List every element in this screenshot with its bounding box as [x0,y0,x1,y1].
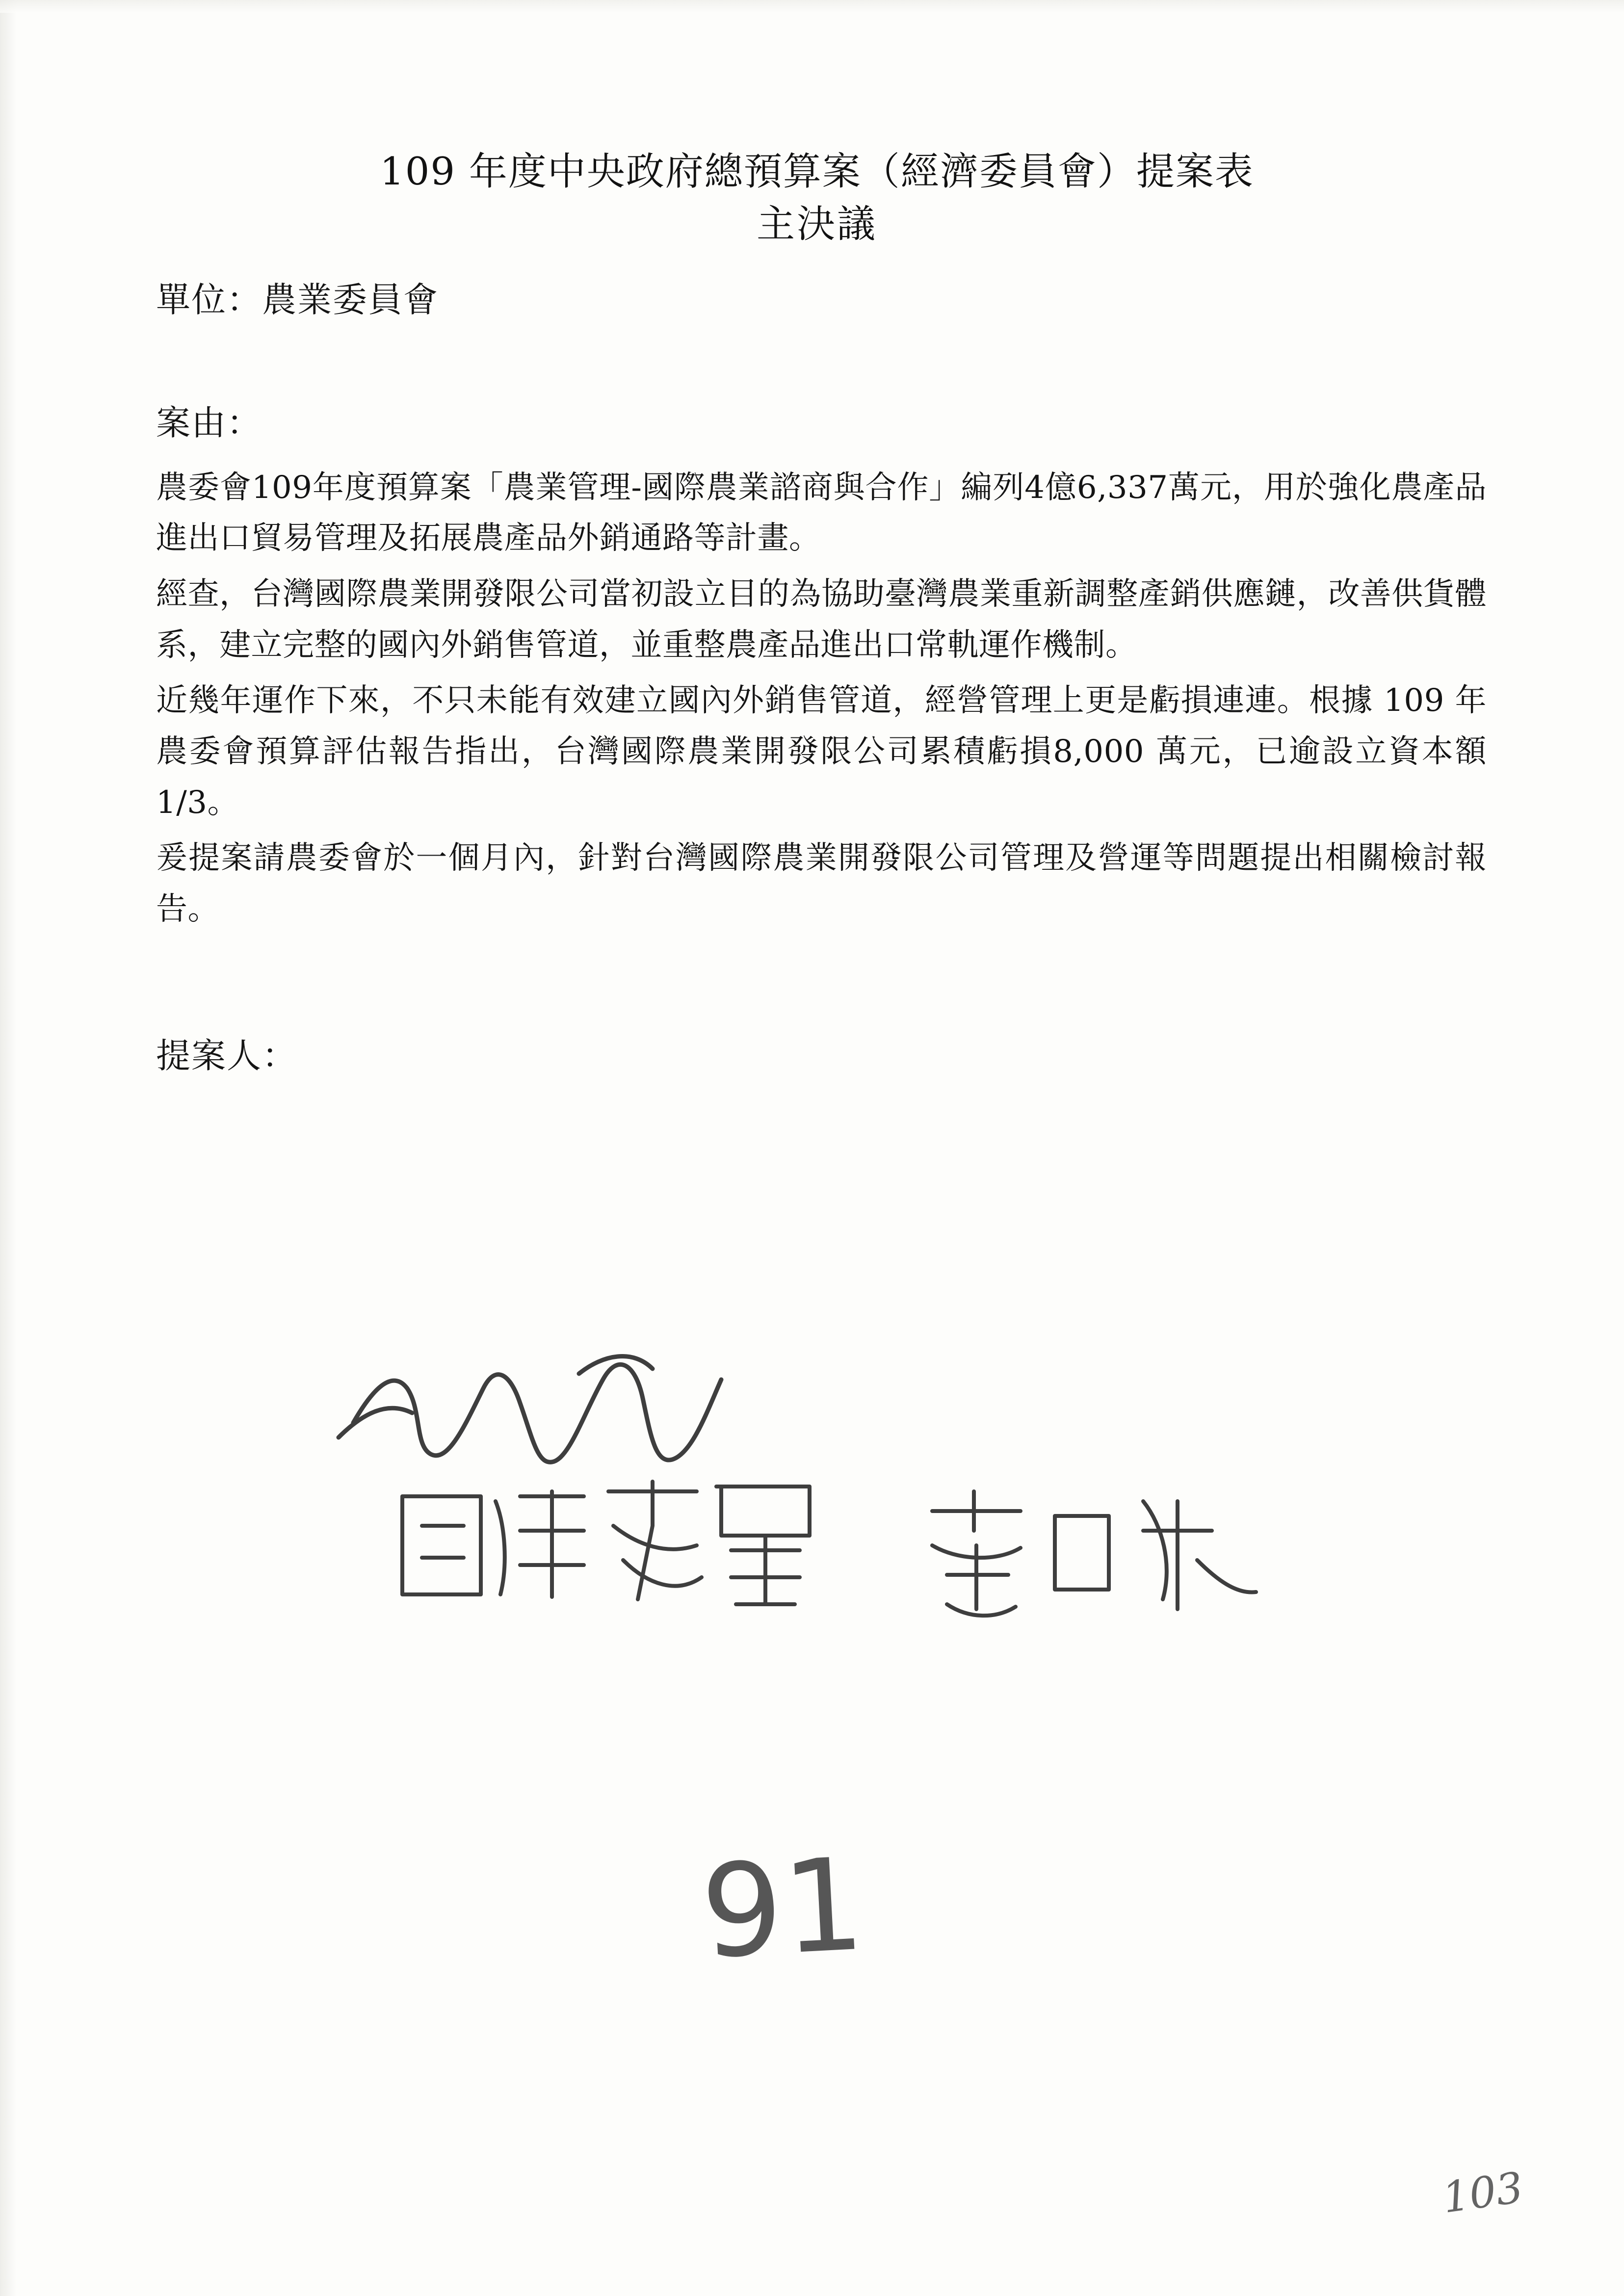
case-reason-body [147,463,1487,935]
unit-line: 單位：農業委員會 [156,279,439,320]
paragraph: 近幾年運作下來，不只未能有效建立國內外銷售管道，經營管理上更是虧損連連。根據 109 年農委會預算評估報告指出，台灣國際農業開發限公司累積虧損8,000 萬元，已逾設立資本額1/3。 [156,682,1487,821]
case-reason-label: 案由： [156,402,262,443]
handwritten-folio-number: 103 [1439,2163,1526,2223]
signature-right [932,1491,1256,1616]
paragraph: 經查，台灣國際農業開發限公司當初設立目的為協助臺灣農業重新調整產銷供應鏈，改善供貨體系，建立完整的國內外銷售管道，並重整農產品進出口常軌運作機制。 [156,576,1487,663]
scan-edge-left [0,0,17,2296]
paragraph: 爰提案請農委會於一個月內，針對台灣國際農業開發限公司管理及營運等問題提出相關檢討報告。 [156,840,1487,928]
document-content [147,147,1487,1078]
signature-left [402,1482,810,1604]
scan-edge-top [0,0,1624,13]
paragraph: 農委會109年度預算案「農業管理-國際農業諮商與合作」編列4億6,337萬元，用於強化農產品進出口貿易管理及拓展農產品外銷通路等計畫。 [156,469,1487,557]
handwritten-page-number: 91 [698,1830,868,1987]
page-subtitle: 主決議 [756,202,877,247]
signature-flourish-stroke [339,1357,721,1462]
page-title: 109 年度中央政府總預算案（經濟委員會）提案表 [380,150,1254,194]
proposer-label: 提案人： [156,1035,297,1076]
